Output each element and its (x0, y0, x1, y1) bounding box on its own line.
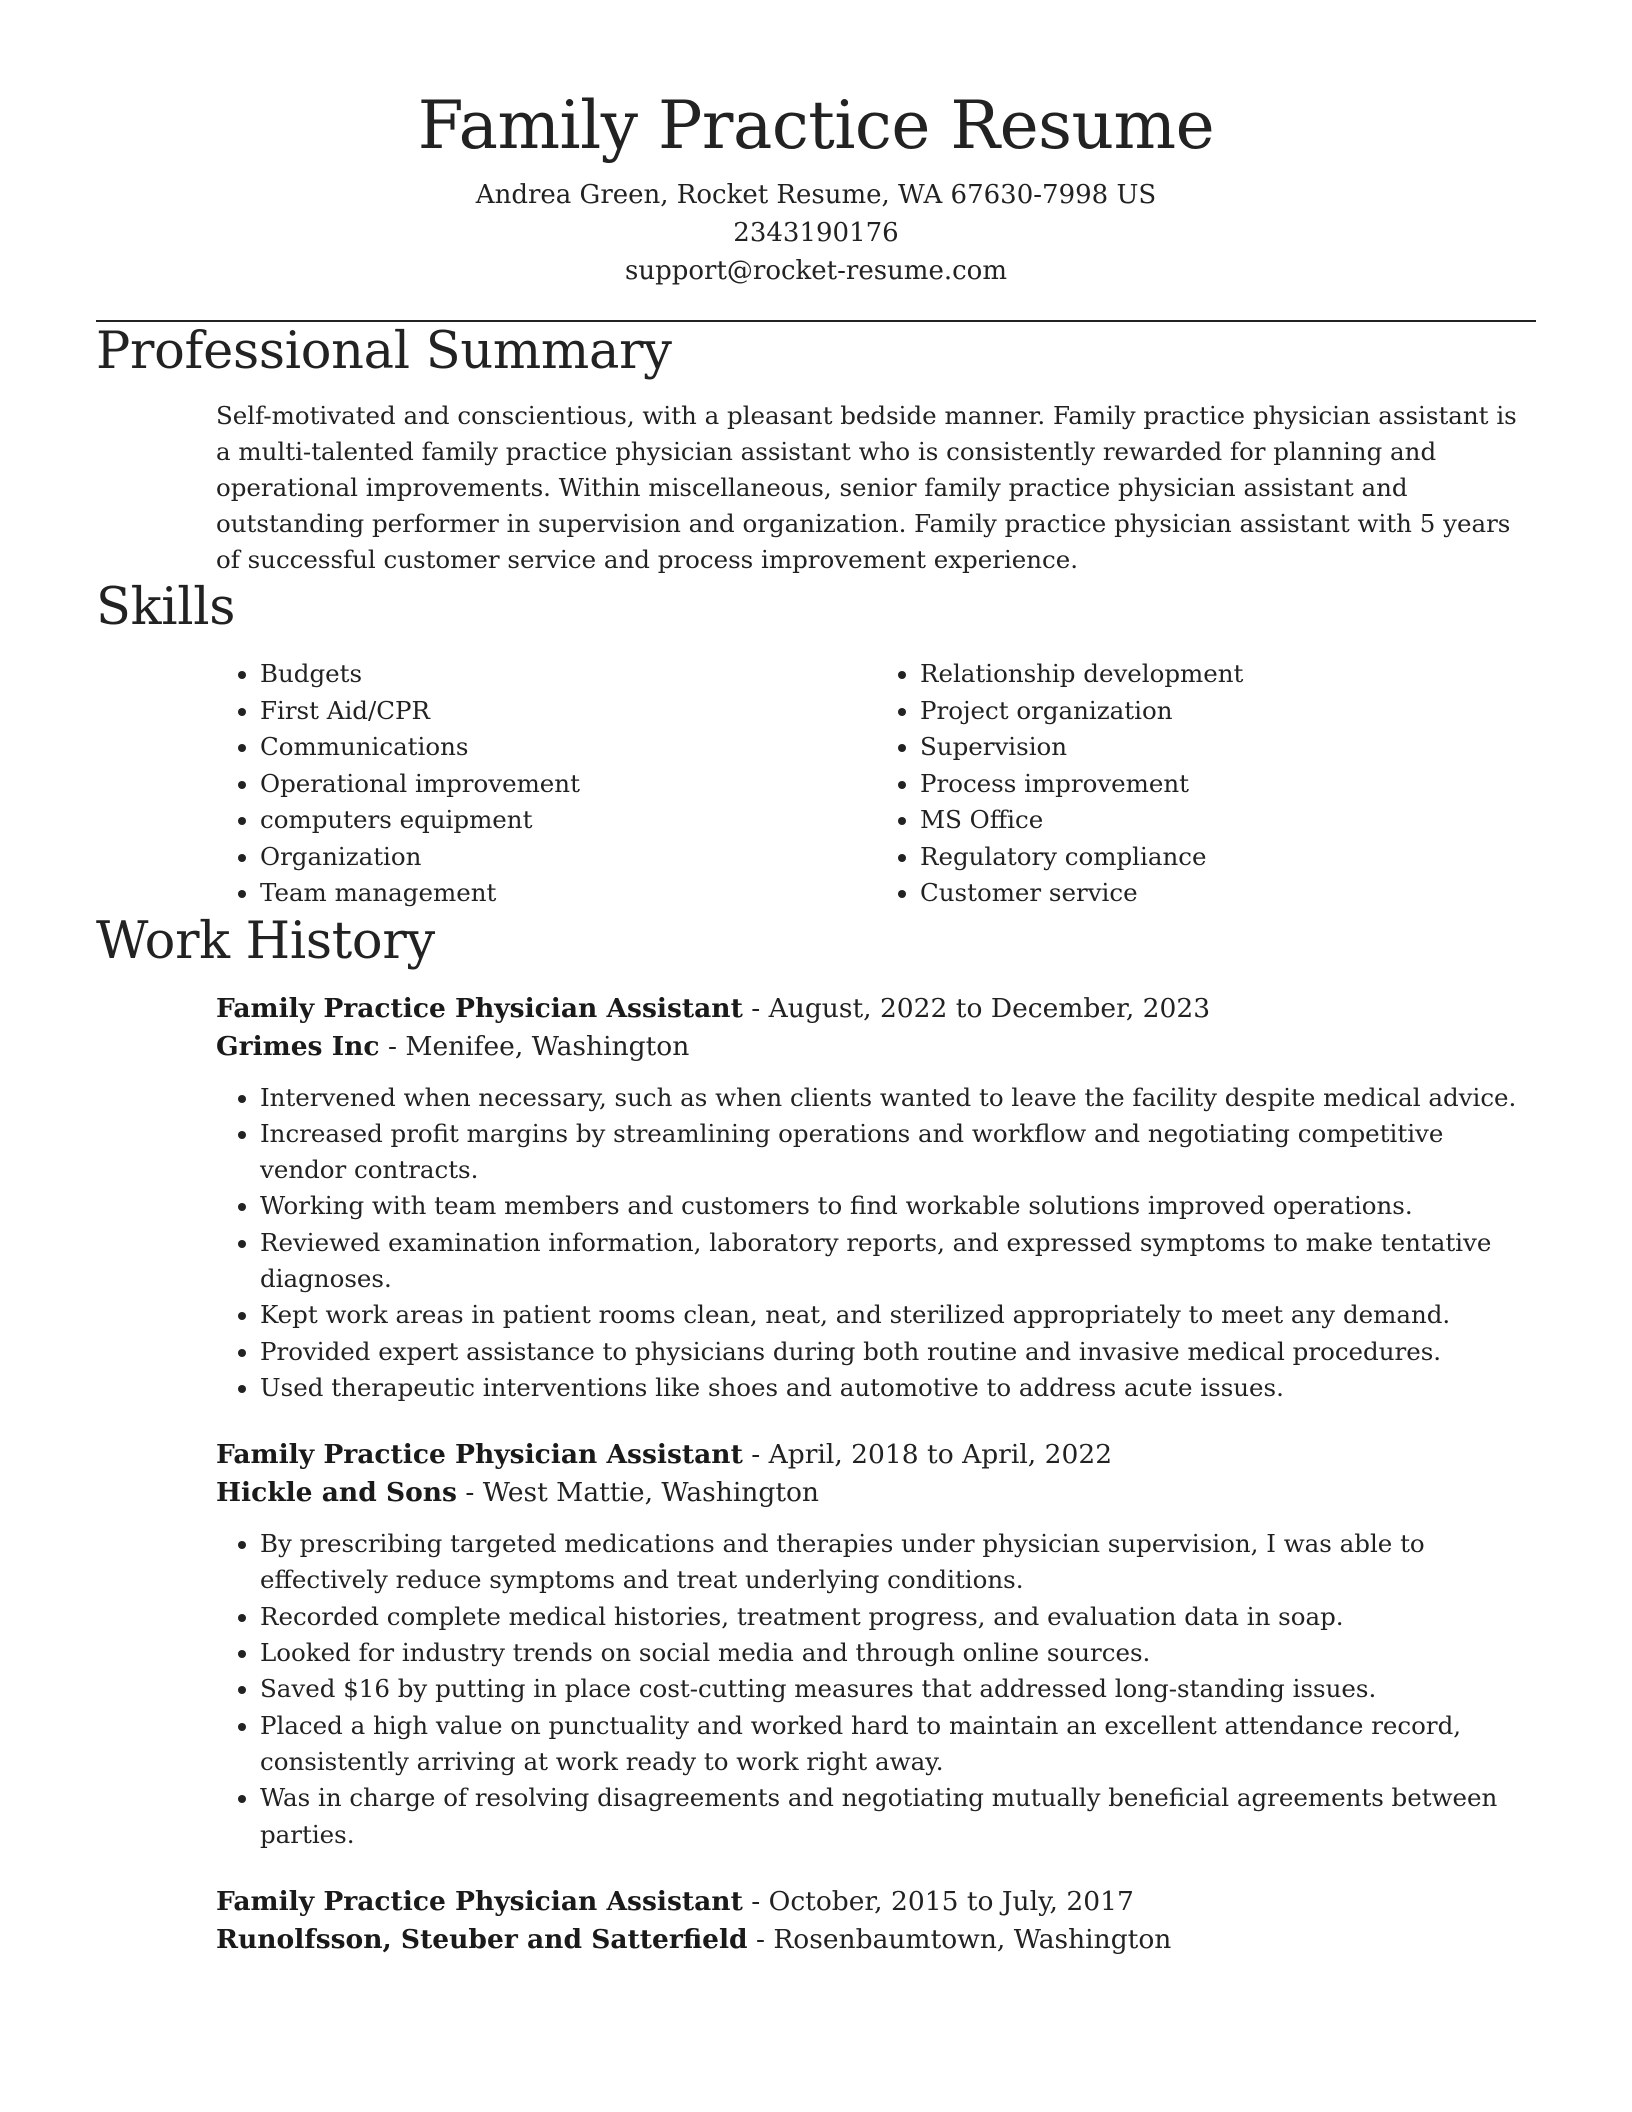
job-bullet: • By prescribing targeted medications and therapies under physician supervision, I was able to effectively reduce symptoms and treat underlying conditions. (260, 1526, 1536, 1599)
job-bullet: • Used therapeutic interventions like shoes and automotive to address acute issues. (260, 1370, 1536, 1406)
job-dates: - April, 2018 to April, 2022 (742, 1439, 1113, 1471)
professional-summary-section (96, 322, 1536, 578)
skill-item: • Operational improvement (260, 766, 876, 803)
resume-page (96, 0, 1536, 1959)
job-bullet: • Provided expert assistance to physicians during both routine and invasive medical procedures. (260, 1334, 1536, 1370)
skill-item: • Organization (260, 839, 876, 876)
job-title: Family Practice Physician Assistant (216, 1885, 743, 1917)
job-entry (216, 1436, 1536, 1853)
job-bullet: • Recorded complete medical histories, treatment progress, and evaluation data in soap. (260, 1599, 1536, 1635)
job-bullet: • Reviewed examination information, laboratory reports, and expressed symptoms to make tentative diagnoses. (260, 1225, 1536, 1298)
summary-text: Self-motivated and conscientious, with a pleasant bedside manner. Family practice physician assistant is a multi-talented family practice physician assistant who is consistently rewarded for planning and operational improvements. Within miscellaneous, senior family practice physician assistant and outstanding performer in supervision and organization. Family practice physician assistant with 5 years of successful customer service and process improvement experience. (216, 401, 1517, 574)
skills-section (96, 578, 1536, 912)
job-company-line (216, 1474, 1536, 1512)
job-bullet: • Saved $16 by putting in place cost-cutting measures that addressed long-standing issues. (260, 1671, 1536, 1707)
summary-heading: Professional Summary (96, 322, 672, 381)
job-bullet: • Increased profit margins by streamlining operations and workflow and negotiating competitive vendor contracts. (260, 1116, 1536, 1189)
job-location: - Menifee, Washington (379, 1030, 690, 1062)
job-company-line (216, 1028, 1536, 1066)
job-bullet: • Kept work areas in patient rooms clean, neat, and sterilized appropriately to meet any demand. (260, 1297, 1536, 1333)
skills-column-left (216, 656, 876, 912)
skill-item: • Supervision (920, 729, 1536, 766)
skill-item: • Process improvement (920, 766, 1536, 803)
job-title-line (216, 990, 1536, 1028)
job-company: Hickle and Sons (216, 1477, 457, 1509)
skills-heading: Skills (96, 578, 236, 637)
job-title: Family Practice Physician Assistant (216, 1439, 743, 1471)
skill-item: • Budgets (260, 656, 876, 693)
job-bullet: • Placed a high value on punctuality and worked hard to maintain an excellent attendance record, consistently arriving at work ready to work right away. (260, 1708, 1536, 1781)
job-bullet: • Intervened when necessary, such as when clients wanted to leave the facility despite medical advice. (260, 1080, 1536, 1116)
job-dates: - August, 2022 to December, 2023 (742, 992, 1211, 1024)
work-history-heading: Work History (96, 911, 435, 971)
job-location: - West Mattie, Washington (456, 1477, 819, 1509)
resume-header (96, 0, 1536, 290)
work-history-section (96, 912, 1536, 1959)
job-location: - Rosenbaumtown, Washington (747, 1923, 1172, 1955)
job-dates: - October, 2015 to July, 2017 (742, 1885, 1134, 1917)
job-title: Family Practice Physician Assistant (216, 992, 743, 1024)
skill-item: • computers equipment (260, 802, 876, 839)
job-bullet: • Looked for industry trends on social media and through online sources. (260, 1635, 1536, 1671)
job-company: Grimes Inc (216, 1030, 380, 1062)
skill-item: • Communications (260, 729, 876, 766)
skill-item: • Team management (260, 875, 876, 912)
page-title: Family Practice Resume (417, 87, 1215, 164)
skill-item: • Relationship development (920, 656, 1536, 693)
job-bullets (216, 1080, 1536, 1407)
job-company-line (216, 1921, 1536, 1959)
skill-item: • Project organization (920, 693, 1536, 730)
job-bullets (216, 1526, 1536, 1853)
contact-phone: 2343190176 (733, 218, 899, 248)
skill-item: • Customer service (920, 875, 1536, 912)
skills-grid (216, 656, 1536, 912)
job-bullet: • Was in charge of resolving disagreements and negotiating mutually beneficial agreements between parties. (260, 1780, 1536, 1853)
skill-item: • First Aid/CPR (260, 693, 876, 730)
contact-address: Andrea Green, Rocket Resume, WA 67630-7998 US (475, 180, 1157, 210)
skill-item: • MS Office (920, 802, 1536, 839)
job-title-line (216, 1436, 1536, 1474)
skill-item: • Regulatory compliance (920, 839, 1536, 876)
job-title-line (216, 1883, 1536, 1921)
job-company: Runolfsson, Steuber and Satterfield (216, 1923, 748, 1955)
contact-email: support@rocket-resume.com (624, 256, 1007, 286)
job-entry (216, 990, 1536, 1407)
job-entry (216, 1883, 1536, 1959)
skills-column-right (876, 656, 1536, 912)
job-bullet: • Working with team members and customers to find workable solutions improved operations. (260, 1188, 1536, 1224)
contact-info (96, 176, 1536, 290)
